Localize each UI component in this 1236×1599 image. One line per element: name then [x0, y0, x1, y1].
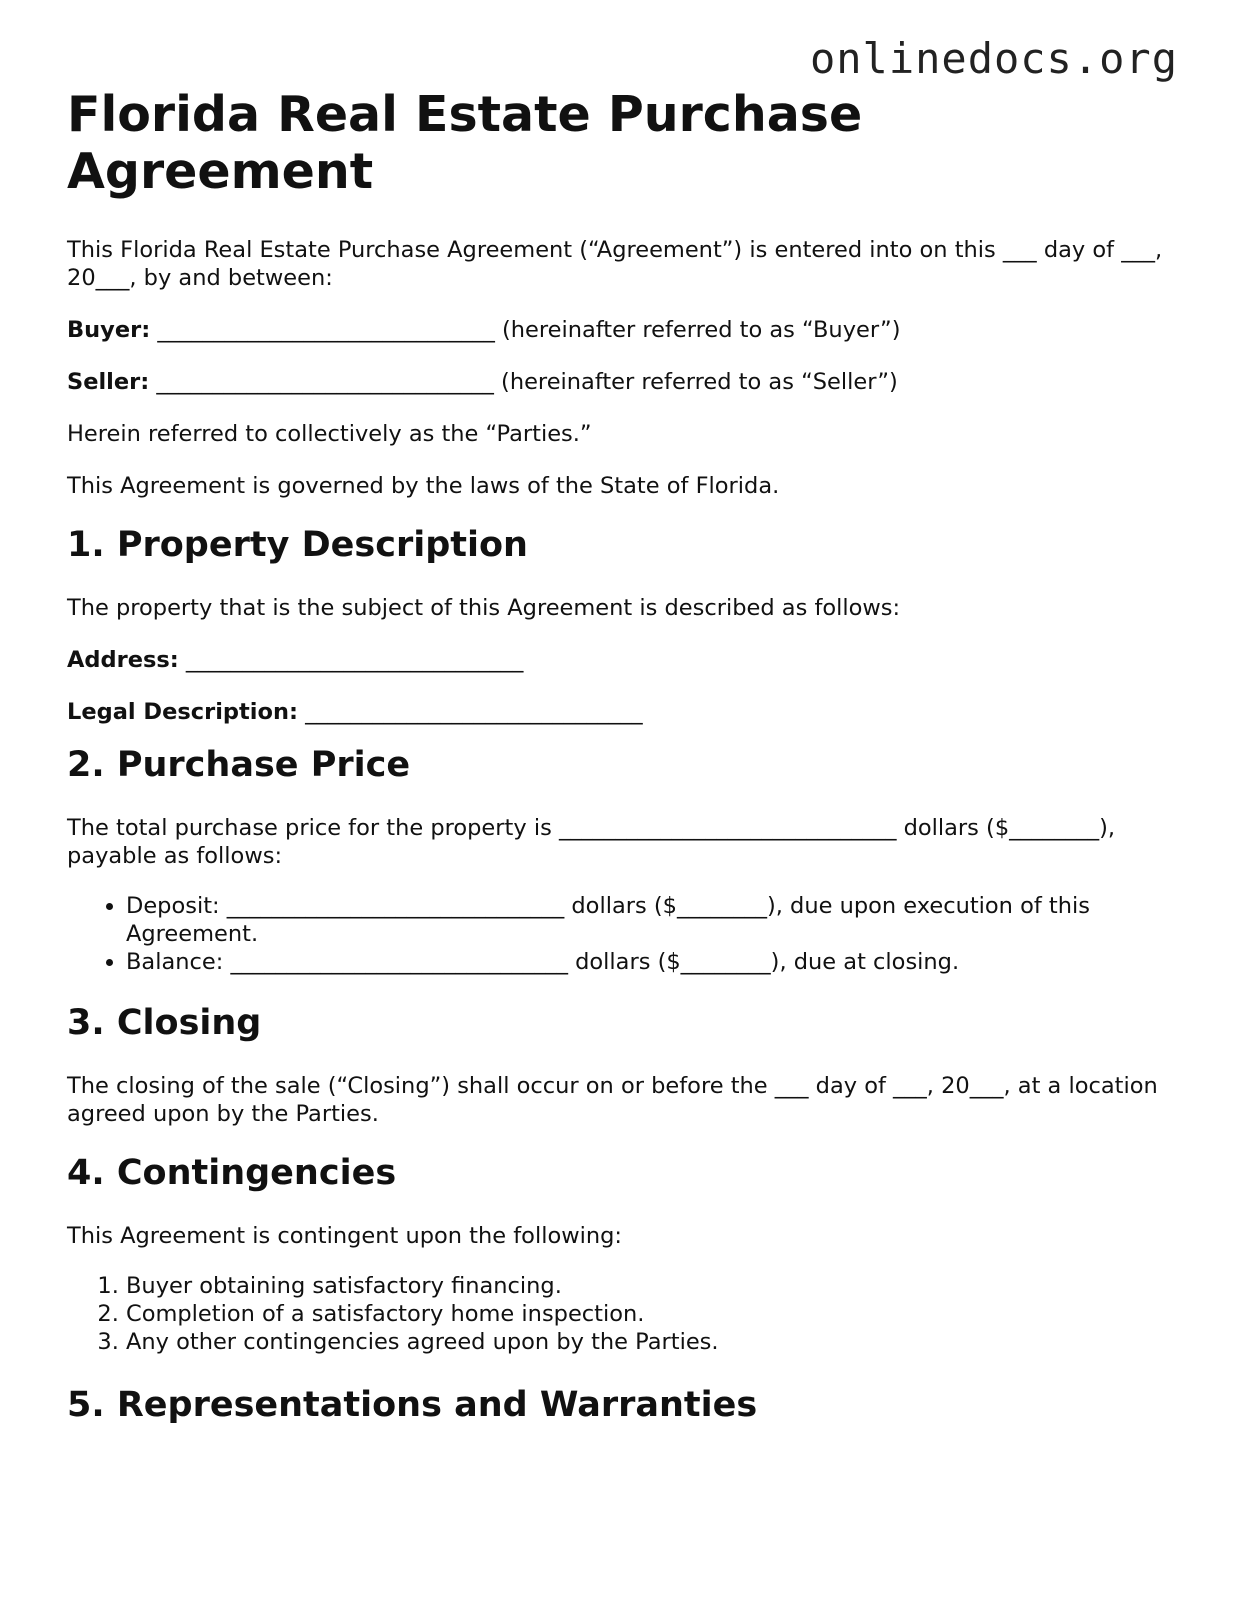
buyer-field: ______________________________ (hereinafter referred to as “Buyer”)	[150, 317, 901, 343]
watermark: onlinedocs.org	[809, 34, 1178, 83]
legal-description-label: Legal Description:	[67, 699, 298, 725]
section-heading-property: 1. Property Description	[67, 525, 528, 565]
closing-paragraph: The closing of the sale (“Closing”) shall occur on or before the ___ day of ___, 20___, at a location agreed upon by the Parties.	[67, 1073, 1158, 1127]
seller-field: ______________________________ (hereinafter referred to as “Seller”)	[149, 369, 898, 395]
section-heading-contingencies: 4. Contingencies	[67, 1153, 397, 1193]
buyer-label: Buyer:	[67, 317, 151, 343]
price-paragraph: The total purchase price for the property is ______________________________ dollars ($________), payable as follows:	[67, 815, 1116, 869]
intro-paragraph: This Florida Real Estate Purchase Agreement (“Agreement”) is entered into on this ___ day of ___, 20___, by and between:	[67, 237, 1163, 291]
contingencies-list	[67, 1272, 1172, 1356]
contingencies-intro: This Agreement is contingent upon the following:	[67, 1223, 622, 1249]
section-heading-price: 2. Purchase Price	[67, 745, 411, 785]
property-intro: The property that is the subject of this Agreement is described as follows:	[67, 595, 901, 621]
document-page	[67, 86, 1172, 1454]
address-label: Address:	[67, 647, 179, 673]
governing-law: This Agreement is governed by the laws of the State of Florida.	[67, 473, 780, 499]
address-line	[67, 646, 1172, 674]
address-field: ______________________________	[178, 647, 524, 673]
buyer-line	[67, 316, 1172, 344]
list-item: 3. Any other contingencies agreed upon by the Parties.	[126, 1328, 1172, 1356]
list-item: 2. Completion of a satisfactory home inspection.	[126, 1300, 1172, 1328]
section-heading-warranties: 5. Representations and Warranties	[67, 1385, 758, 1425]
parties-note: Herein referred to collectively as the “Parties.”	[67, 421, 592, 447]
list-item: 1. Buyer obtaining satisfactory financing.	[126, 1272, 1172, 1300]
section-heading-closing: 3. Closing	[67, 1003, 262, 1043]
list-item-balance: • Balance: ______________________________ dollars ($________), due at closing.	[126, 948, 1172, 976]
legal-description-field: ______________________________	[297, 699, 643, 725]
payment-list	[67, 892, 1172, 976]
seller-line	[67, 368, 1172, 396]
document-title: Florida Real Estate Purchase Agreement	[67, 86, 863, 200]
legal-description-line	[67, 698, 1172, 726]
seller-label: Seller:	[67, 369, 150, 395]
list-item-deposit: • Deposit: ______________________________ dollars ($________), due upon execution of this Agreement.	[126, 892, 1172, 948]
